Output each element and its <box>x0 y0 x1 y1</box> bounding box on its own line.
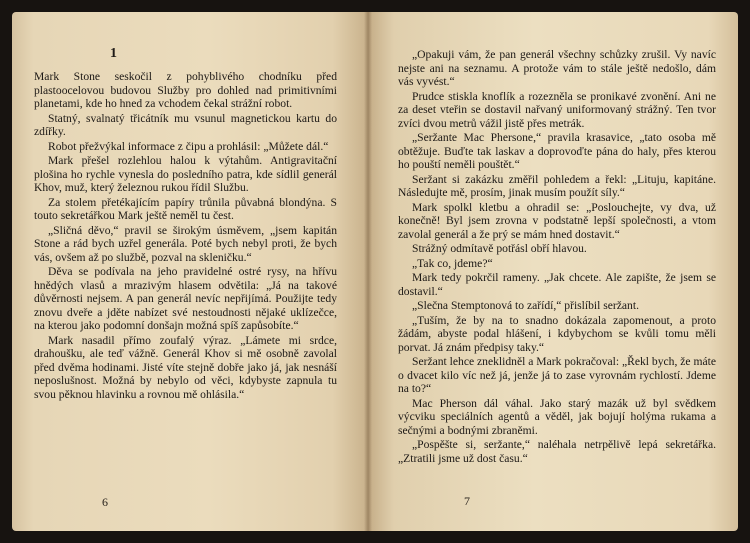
paragraph: Mark tedy pokrčil rameny. „Jak chcete. Ale zapište, že jsem se dostavil.“ <box>398 271 716 298</box>
paragraph: „Seržante Mac Phersone,“ pravila krasavice, „tato osoba mě obtěžuje. Buďte tak laskav a doprovoďte pána do haly, přes kterou ho pouští neměli pouštět.“ <box>398 131 716 171</box>
paragraph: Mark Stone seskočil z pohyblivého chodníku před plastoocelovou budovou Služby pro dohled nad primitivními planetami, kde ho hned za vchodem čekal strážní robot. <box>34 70 337 110</box>
paragraph: Seržant si zakázku změřil pohledem a řekl: „Lituju, kapitáne. Následujte mě, prosím, jinak musím použít síly.“ <box>398 172 716 199</box>
paragraph: Statný, svalnatý třicátník mu vsunul magnetickou kartu do zdířky. <box>34 111 337 138</box>
paragraph: „Opakuji vám, že pan generál všechny schůzky zrušil. Vy navíc nejste ani na seznamu. A protože vám to stále ještě nedošlo, dám vás vyvést.“ <box>398 48 716 88</box>
page-number-right: 7 <box>464 494 470 508</box>
paragraph: „Slečna Stemptonová to zařídí,“ přislíbil seržant. <box>412 299 639 312</box>
paragraph: Za stolem přetékajícím papíry trůnila půvabná blondýna. S touto sekretářkou Mark ještě neměl tu čest. <box>34 195 337 222</box>
paragraph: „Sličná děvo,“ pravil se širokým úsměvem, „jsem kapitán Stone a rád bych uzřel generála. Poté bych nebyl proti, že bych vás, ovšem až po službě, pozval na skleničku.“ <box>34 223 337 264</box>
chapter-number: 1 <box>110 46 117 61</box>
right-page <box>368 12 738 531</box>
paragraph: „Tuším, že by na to snadno dokázala zapomenout, a proto žádám, abyste podal hlášení, i kdybychom se kvůli tomu měli porvat. Já znám předpisy taky.“ <box>398 313 716 354</box>
book-gutter <box>364 12 372 531</box>
open-book <box>12 12 738 531</box>
paragraph: Mark přešel rozlehlou halou k výtahům. Antigravitační plošina ho rychle vynesla do posledního patra, kde sídlil generál Khov, muž, který železnou rukou řídil Službu. <box>34 154 337 194</box>
paragraph: Strážný odmítavě potřásl obří hlavou. <box>412 242 587 255</box>
page-number-left: 6 <box>102 495 108 509</box>
paragraph: Prudce stiskla knoflík a rozezněla se pronikavé zvonění. Ani ne za deset vteřin se dostavil nařvaný uniformovaný strážný. Ten tvor zvíci dvou metrů vážil jistě přes metrák. <box>398 89 716 130</box>
paragraph: Robot přežvýkal informace z čipu a prohlásil: „Můžete dál.“ <box>48 139 329 153</box>
left-page <box>12 12 368 531</box>
right-page-text <box>398 48 716 466</box>
left-page-text <box>34 70 337 402</box>
paragraph: Seržant lehce zneklidněl a Mark pokračoval: „Řekl bych, že máte o dvacet kilo víc než já, jenže já to zase vyrovnám rychlostí. Jdeme na to?“ <box>398 355 716 395</box>
paragraph: „Tak co, jdeme?“ <box>412 256 493 270</box>
paragraph: „Pospěšte si, seržante,“ naléhala netrpělivě lepá sekretářka. „Ztratili jsme už dost času.“ <box>398 438 716 465</box>
paragraph: Mark nasadil přímo zoufalý výraz. „Lámete mi srdce, drahoušku, ale teď vážně. Generál Khov si mě osobně zavolal před dvěma hodinami. Jisté víte stejně dobře jako já, jak nesnáší neposlušnost. Možná by nebylo od věci, kdybyste zapnula tu svou pěknou hlavinku a rovnou mě ohlásila.“ <box>34 333 337 401</box>
paragraph: Mac Pherson dál váhal. Jako starý mazák už byl svědkem výcviku speciálních agentů a věděl, jak bojují holýma rukama a sečnými a bodnými zbraněmi. <box>398 396 716 437</box>
paragraph: Mark spolkl kletbu a ohradil se: „Poslouchejte, vy dva, už konečně! Byl jsem zrovna v podstatně lepší společnosti, a vtom zavolal generál a že prý se mám hned dostavit.“ <box>398 200 716 241</box>
paragraph: Děva se podívala na jeho pravidelné ostré rysy, na hřívu hnědých vlasů a mrazivým hlasem odvětila: „Já na takové důvěrnosti nejsem. A pan generál nevíc nepřijímá. Použijte tedy znovu dveře a jděte nabízet své nestoudnosti nějaké uklízečce, na kterou jako podomní donšajn možná spíš zapůsobíte.“ <box>34 265 337 332</box>
